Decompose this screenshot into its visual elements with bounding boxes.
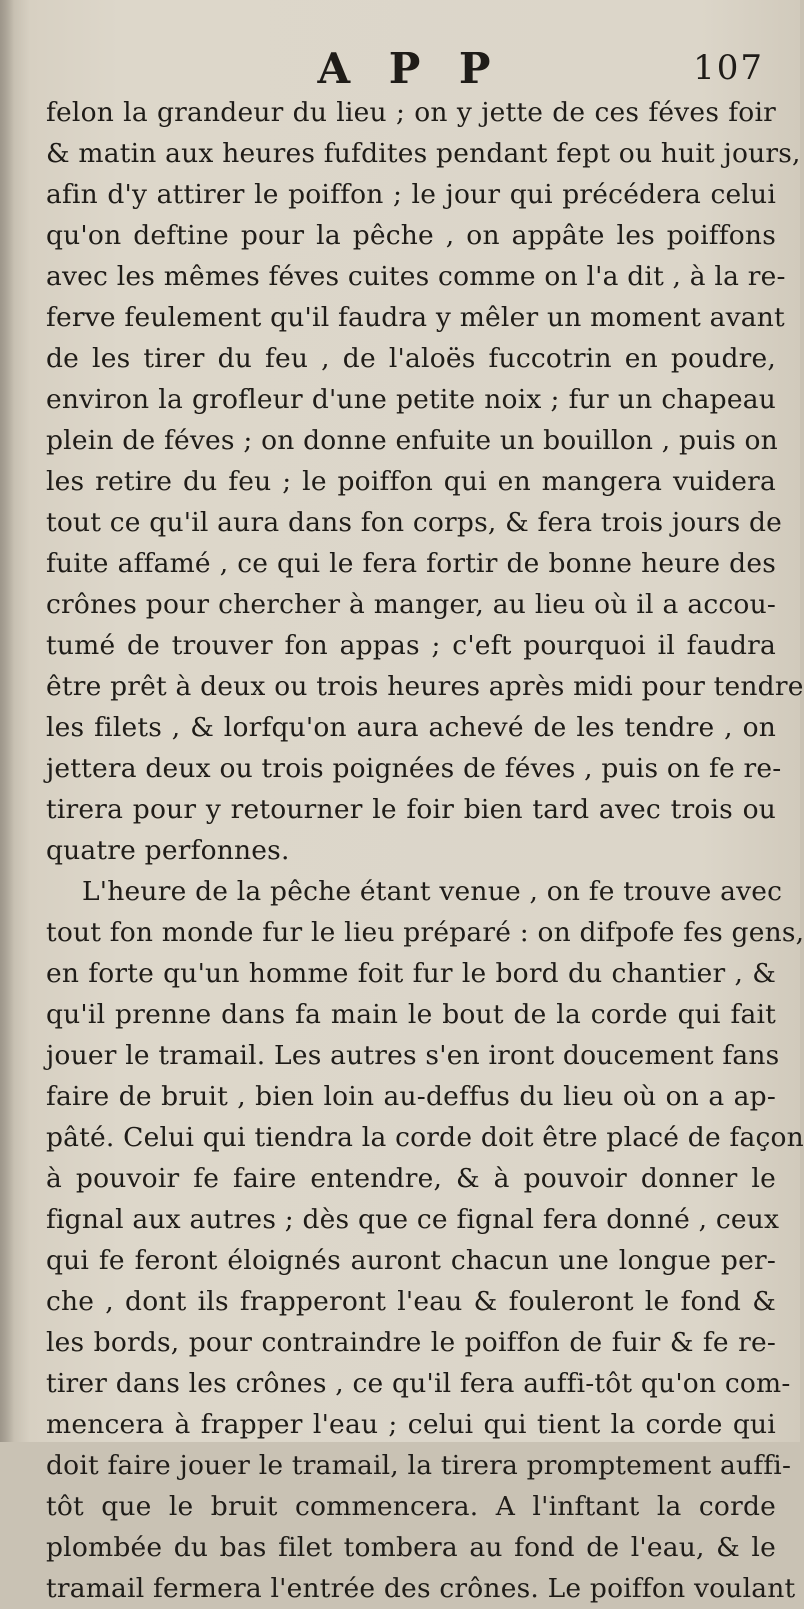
text-line: être prêt à deux ou trois heures après midi pour tendre bbox=[46, 671, 804, 702]
text-line: fignal aux autres ; dès que ce fignal fera donné , ceux bbox=[46, 1204, 780, 1235]
text-line: plombée du bas filet tombera au fond de l'eau, & le bbox=[46, 1532, 776, 1563]
text-line: qui fe feront éloignés auront chacun une longue per- bbox=[46, 1245, 776, 1276]
text-line: fuite affamé , ce qui le fera fortir de bonne heure des bbox=[46, 548, 776, 579]
text-line: qu'on deftine pour la pêche , on appâte les poiffons bbox=[46, 220, 776, 251]
text-line: jettera deux ou trois poignées de féves , puis on fe re- bbox=[46, 753, 782, 784]
paragraph-start-line: L'heure de la pêche étant venue , on fe trouve avec bbox=[82, 876, 783, 907]
binding-shadow bbox=[0, 0, 14, 1442]
text-line: les bords, pour contraindre le poiffon de fuir & fe re- bbox=[46, 1327, 776, 1358]
running-head: A P P bbox=[317, 44, 503, 93]
text-line: crônes pour chercher à manger, au lieu où il a accou- bbox=[46, 589, 776, 620]
text-line: les filets , & lorfqu'on aura achevé de les tendre , on bbox=[46, 712, 776, 743]
text-line: jouer le tramail. Les autres s'en iront doucement fans bbox=[46, 1040, 780, 1071]
text-line: & matin aux heures fufdites pendant fept ou huit jours, bbox=[46, 138, 801, 169]
text-line: tôt que le bruit commencera. A l'inftant la corde bbox=[46, 1491, 776, 1522]
text-line: à pouvoir fe faire entendre, & à pouvoir donner le bbox=[46, 1163, 776, 1194]
text-line: plein de féves ; on donne enfuite un bouillon , puis on bbox=[46, 425, 778, 456]
text-line: qu'il prenne dans fa main le bout de la corde qui fait bbox=[46, 999, 776, 1030]
text-line: tumé de trouver fon appas ; c'eft pourquoi il faudra bbox=[46, 630, 776, 661]
text-line: les retire du feu ; le poiffon qui en mangera vuidera bbox=[46, 466, 776, 497]
text-line: avec les mêmes féves cuites comme on l'a dit , à la re- bbox=[46, 261, 786, 292]
text-line: faire de bruit , bien loin au-deffus du lieu où on a ap- bbox=[46, 1081, 776, 1112]
text-line: quatre perfonnes. bbox=[46, 835, 290, 866]
text-line: tout fon monde fur le lieu préparé : on difpofe fes gens, bbox=[46, 917, 804, 948]
text-line: che , dont ils frapperont l'eau & fouleront le fond & bbox=[46, 1286, 776, 1317]
text-line: doit faire jouer le tramail, la tirera promptement auffi- bbox=[46, 1450, 792, 1481]
text-line: tirer dans les crônes , ce qu'il fera auffi-tôt qu'on com- bbox=[46, 1368, 791, 1399]
text-line: pâté. Celui qui tiendra la corde doit être placé de façon bbox=[46, 1122, 804, 1153]
text-line: mencera à frapper l'eau ; celui qui tient la corde qui bbox=[46, 1409, 776, 1440]
text-line: de les tirer du feu , de l'aloës fuccotrin en poudre, bbox=[46, 343, 776, 374]
text-line: afin d'y attirer le poiffon ; le jour qui précédera celui bbox=[46, 179, 776, 210]
page-number: 107 bbox=[693, 48, 764, 88]
text-line: environ la grofleur d'une petite noix ; fur un chapeau bbox=[46, 384, 776, 415]
text-line: tramail fermera l'entrée des crônes. Le poiffon voulant bbox=[46, 1573, 796, 1604]
page-header bbox=[0, 44, 800, 94]
text-line: tout ce qu'il aura dans fon corps, & fera trois jours de bbox=[46, 507, 783, 538]
body-text bbox=[46, 92, 804, 1609]
text-line: tirera pour y retourner le foir bien tard avec trois ou bbox=[46, 794, 776, 825]
text-line: felon la grandeur du lieu ; on y jette de ces féves foir bbox=[46, 97, 776, 128]
text-line: ferve feulement qu'il faudra y mêler un moment avant bbox=[46, 302, 785, 333]
text-line: en forte qu'un homme foit fur le bord du chantier , & bbox=[46, 958, 776, 989]
